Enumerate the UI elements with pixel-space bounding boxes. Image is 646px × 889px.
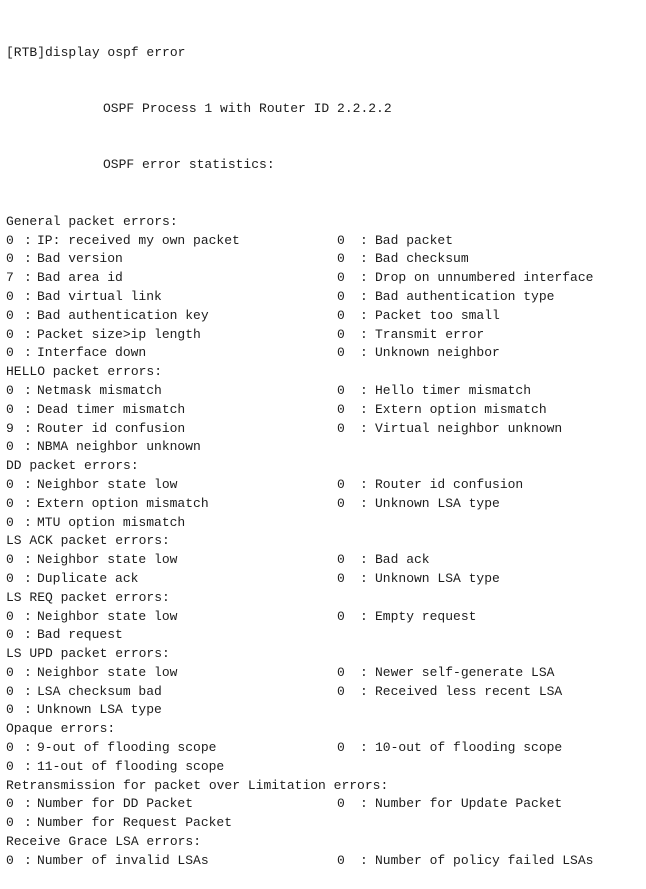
error-row [6, 495, 646, 514]
error-row [6, 701, 646, 720]
error-label: Packet size>ip length [37, 326, 201, 342]
error-label: Bad area id [37, 270, 123, 286]
separator: : [24, 270, 32, 286]
error-label: Neighbor state low [37, 664, 178, 680]
error-label: Bad ack [375, 552, 430, 568]
error-label: Router id confusion [375, 476, 524, 492]
separator: : [360, 345, 368, 361]
error-count: 0 [337, 232, 345, 248]
separator: : [24, 495, 32, 511]
error-count: 0 [337, 476, 345, 492]
separator: : [360, 232, 368, 248]
separator: : [24, 326, 32, 342]
separator: : [24, 683, 32, 699]
error-row [6, 814, 646, 833]
error-label: Number of invalid LSAs [37, 852, 209, 868]
error-label: Bad authentication type [375, 288, 555, 304]
error-label: Duplicate ack [37, 570, 139, 586]
separator: : [24, 570, 32, 586]
error-label: Virtual neighbor unknown [375, 420, 563, 436]
section-title: LS UPD packet errors: [6, 646, 170, 662]
separator: : [24, 439, 32, 455]
terminal-body [6, 213, 646, 871]
error-label: Neighbor state low [37, 476, 178, 492]
error-label: Router id confusion [37, 420, 186, 436]
error-count: 0 [337, 552, 345, 568]
separator: : [360, 270, 368, 286]
error-label: Extern option mismatch [37, 495, 209, 511]
error-count: 0 [337, 420, 345, 436]
error-label: Number for Request Packet [37, 815, 233, 831]
separator: : [360, 664, 368, 680]
error-count: 0 [337, 495, 345, 511]
section-title: DD packet errors: [6, 458, 139, 474]
error-label: Empty request [375, 608, 477, 624]
separator: : [24, 740, 32, 756]
output-header-line: OSPF error statistics: [103, 157, 275, 173]
section-title: Opaque errors: [6, 721, 116, 737]
error-label: Number of policy failed LSAs [375, 852, 594, 868]
error-row [6, 269, 646, 288]
error-row [6, 626, 646, 645]
error-count: 0 [337, 796, 345, 812]
separator: : [360, 796, 368, 812]
separator: : [24, 796, 32, 812]
error-row [6, 683, 646, 702]
separator: : [24, 476, 32, 492]
error-label: Received less recent LSA [375, 683, 563, 699]
error-label: Neighbor state low [37, 552, 178, 568]
separator: : [24, 307, 32, 323]
section-title: Retransmission for packet over Limitation errors: [6, 777, 389, 793]
error-label: IP: received my own packet [37, 232, 240, 248]
separator: : [360, 852, 368, 868]
section-title: LS REQ packet errors: [6, 589, 170, 605]
separator: : [24, 702, 32, 718]
error-count: 0 [337, 683, 345, 699]
error-count: 0 [6, 664, 14, 680]
error-label: Transmit error [375, 326, 485, 342]
separator: : [360, 495, 368, 511]
separator: : [360, 382, 368, 398]
separator: : [24, 232, 32, 248]
error-count: 0 [6, 401, 14, 417]
section-title: LS ACK packet errors: [6, 533, 170, 549]
error-count: 0 [6, 796, 14, 812]
separator: : [360, 251, 368, 267]
error-count: 0 [337, 288, 345, 304]
section-title: Receive Grace LSA errors: [6, 834, 202, 850]
error-count: 0 [337, 326, 345, 342]
error-label: Neighbor state low [37, 608, 178, 624]
error-count: 0 [6, 345, 14, 361]
error-label: Unknown LSA type [375, 570, 500, 586]
command-line: [RTB]display ospf error [6, 44, 186, 60]
separator: : [360, 570, 368, 586]
error-row [6, 570, 646, 589]
output-header-line: OSPF Process 1 with Router ID 2.2.2.2 [103, 100, 392, 116]
separator: : [24, 608, 32, 624]
error-count: 0 [6, 852, 14, 868]
separator: : [360, 552, 368, 568]
error-label: Drop on unnumbered interface [375, 270, 594, 286]
separator: : [24, 345, 32, 361]
error-row [6, 438, 646, 457]
error-row [6, 382, 646, 401]
error-label: Bad version [37, 251, 123, 267]
error-count: 0 [6, 702, 14, 718]
error-label: Dead timer mismatch [37, 401, 186, 417]
error-count: 0 [6, 740, 14, 756]
error-count: 0 [6, 627, 14, 643]
separator: : [360, 476, 368, 492]
error-row [6, 326, 646, 345]
separator: : [360, 288, 368, 304]
error-count: 0 [6, 552, 14, 568]
separator: : [24, 420, 32, 436]
separator: : [360, 740, 368, 756]
error-row [6, 514, 646, 533]
error-count: 0 [6, 288, 14, 304]
error-row [6, 476, 646, 495]
error-label: Packet too small [375, 307, 500, 323]
error-count: 0 [6, 495, 14, 511]
error-count: 0 [6, 815, 14, 831]
error-label: Bad checksum [375, 251, 469, 267]
error-count: 0 [6, 683, 14, 699]
error-count: 0 [6, 439, 14, 455]
error-count: 0 [6, 382, 14, 398]
error-label: Unknown LSA type [375, 495, 500, 511]
error-row [6, 232, 646, 251]
error-label: Newer self-generate LSA [375, 664, 555, 680]
error-row [6, 758, 646, 777]
error-count: 0 [6, 608, 14, 624]
separator: : [24, 664, 32, 680]
error-count: 0 [337, 270, 345, 286]
error-count: 0 [6, 758, 14, 774]
error-label: Interface down [37, 345, 147, 361]
separator: : [24, 382, 32, 398]
error-count: 0 [337, 570, 345, 586]
separator: : [24, 288, 32, 304]
separator: : [24, 815, 32, 831]
error-label: 9-out of flooding scope [37, 740, 217, 756]
error-label: Hello timer mismatch [375, 382, 532, 398]
error-row [6, 551, 646, 570]
error-label: 10-out of flooding scope [375, 740, 563, 756]
error-label: Bad authentication key [37, 307, 209, 323]
error-count: 0 [6, 251, 14, 267]
error-label: LSA checksum bad [37, 683, 162, 699]
error-row [6, 420, 646, 439]
error-row [6, 739, 646, 758]
error-row [6, 608, 646, 627]
error-count: 0 [337, 251, 345, 267]
error-count: 0 [6, 514, 14, 530]
error-count: 0 [337, 740, 345, 756]
separator: : [360, 683, 368, 699]
separator: : [360, 401, 368, 417]
separator: : [360, 420, 368, 436]
error-count: 0 [337, 852, 345, 868]
error-row [6, 344, 646, 363]
error-count: 0 [6, 307, 14, 323]
error-count: 7 [6, 270, 14, 286]
error-label: NBMA neighbor unknown [37, 439, 201, 455]
error-count: 0 [6, 232, 14, 248]
separator: : [360, 326, 368, 342]
error-count: 0 [337, 401, 345, 417]
error-label: Number for DD Packet [37, 796, 194, 812]
error-label: MTU option mismatch [37, 514, 186, 530]
error-label: Bad request [37, 627, 123, 643]
section-title: General packet errors: [6, 213, 178, 229]
error-row [6, 664, 646, 683]
error-row [6, 288, 646, 307]
error-row [6, 401, 646, 420]
separator: : [24, 852, 32, 868]
separator: : [24, 514, 32, 530]
error-label: Unknown LSA type [37, 702, 162, 718]
error-label: Bad virtual link [37, 288, 162, 304]
separator: : [24, 251, 32, 267]
error-count: 0 [6, 326, 14, 342]
error-label: Number for Update Packet [375, 796, 563, 812]
error-row [6, 250, 646, 269]
error-label: Bad packet [375, 232, 454, 248]
separator: : [360, 307, 368, 323]
error-count: 0 [337, 382, 345, 398]
separator: : [24, 758, 32, 774]
error-count: 0 [337, 664, 345, 680]
error-row [6, 795, 646, 814]
error-label: Unknown neighbor [375, 345, 500, 361]
error-count: 0 [337, 608, 345, 624]
error-label: 11-out of flooding scope [37, 758, 225, 774]
separator: : [24, 401, 32, 417]
error-count: 0 [337, 307, 345, 323]
error-row [6, 307, 646, 326]
error-label: Netmask mismatch [37, 382, 162, 398]
separator: : [24, 552, 32, 568]
error-label: Extern option mismatch [375, 401, 547, 417]
error-count: 0 [337, 345, 345, 361]
error-row [6, 852, 646, 871]
section-title: HELLO packet errors: [6, 364, 163, 380]
separator: : [24, 627, 32, 643]
separator: : [360, 608, 368, 624]
error-count: 0 [6, 570, 14, 586]
error-count: 9 [6, 420, 14, 436]
error-count: 0 [6, 476, 14, 492]
